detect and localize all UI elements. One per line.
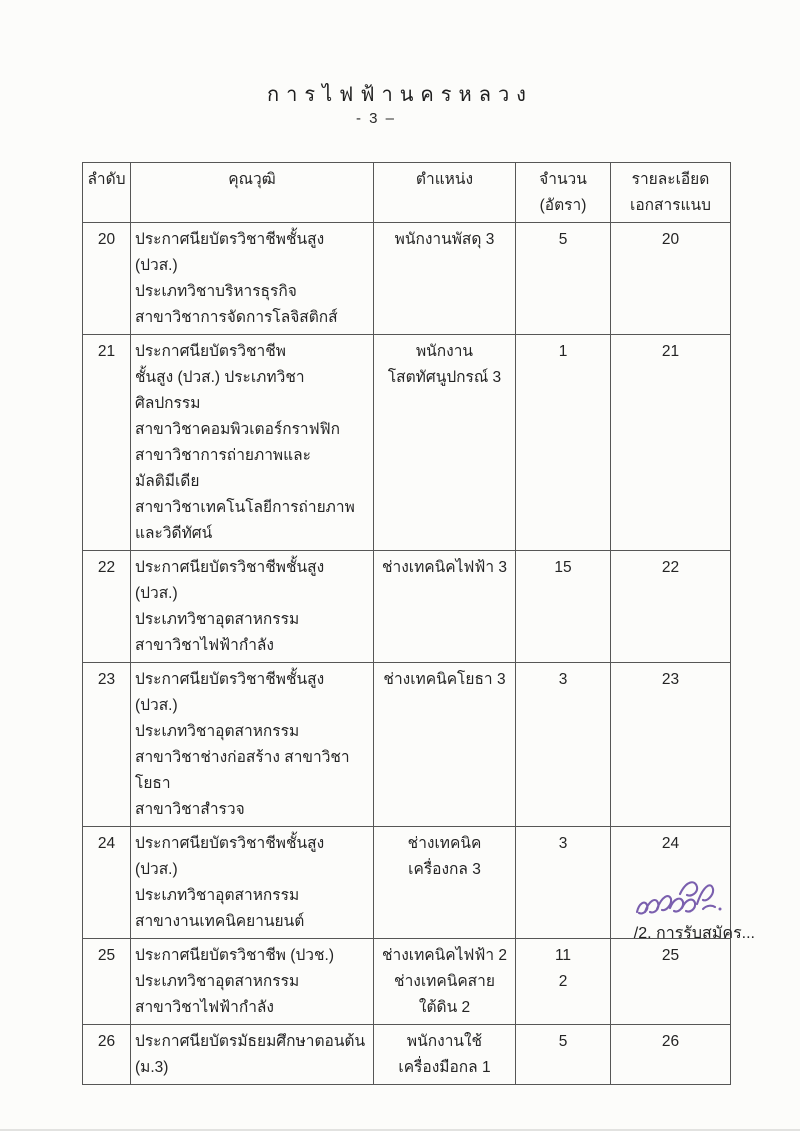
attachment-cell	[611, 551, 731, 663]
positions-table	[82, 162, 731, 1085]
header-no: ลำดับ	[83, 163, 131, 223]
cell-line: สาขาวิชาการถ่ายภาพและมัลติมีเดีย	[135, 447, 311, 490]
no-cell	[83, 551, 131, 663]
qualification-cell	[131, 827, 374, 939]
qualification-cell	[131, 551, 374, 663]
cell-line: ประกาศนียบัตรวิชาชีพชั้นสูง (ปวส.)	[135, 231, 325, 274]
cell-line: สาขาวิชาเทคโนโลยีการถ่ายภาพ	[135, 499, 355, 516]
position-cell	[374, 939, 516, 1025]
cell-line: 11	[554, 947, 572, 964]
cell-line: ช่างเทคนิค	[407, 835, 482, 852]
table-row	[83, 663, 731, 827]
cell-line: ประเภทวิชาบริหารธุรกิจ	[135, 283, 297, 300]
cell-line: 24	[661, 835, 680, 852]
cell-line: ช่างเทคนิคโยธา 3	[383, 671, 506, 688]
cell-line: ประเภทวิชาอุตสาหกรรม	[135, 973, 300, 990]
signature	[633, 876, 725, 924]
header-attachment	[611, 163, 731, 223]
quantity-cell	[516, 335, 611, 551]
cell-line: ประกาศนียบัตรวิชาชีพ (ปวช.)	[135, 947, 334, 964]
cell-line: 26	[661, 1033, 680, 1050]
cell-line: 20	[661, 231, 680, 248]
cell-line: ประเภทวิชาอุตสาหกรรม	[135, 723, 300, 740]
qualification-cell	[131, 1025, 374, 1085]
cell-line: ช่างเทคนิคไฟฟ้า 3	[381, 559, 507, 576]
quantity-cell	[516, 1025, 611, 1085]
page-number: - 3 –	[355, 110, 396, 127]
cell-line: สาขาวิชาช่างก่อสร้าง สาขาวิชาโยธา	[135, 749, 350, 792]
cell-line: สาขาวิชาไฟฟ้ากำลัง	[135, 637, 274, 654]
no-cell	[83, 223, 131, 335]
header-quantity-line2: (อัตรา)	[539, 197, 587, 214]
header-position: ตำแหน่ง	[374, 163, 516, 223]
cell-line: สาขาวิชาไฟฟ้ากำลัง	[135, 999, 274, 1016]
cell-line: ประกาศนียบัตรวิชาชีพชั้นสูง (ปวส.)	[135, 559, 325, 602]
cell-line: 3	[558, 835, 568, 852]
cell-line: 5	[558, 1033, 568, 1050]
qualification-cell	[131, 335, 374, 551]
header-qualification: คุณวุฒิ	[131, 163, 374, 223]
cell-line: 5	[558, 231, 568, 248]
quantity-cell	[516, 551, 611, 663]
cell-line: 26	[97, 1033, 116, 1050]
position-cell	[374, 663, 516, 827]
quantity-cell	[516, 223, 611, 335]
table-row	[83, 939, 731, 1025]
table-body	[83, 223, 731, 1085]
table-row	[83, 551, 731, 663]
cell-line: และวิดีทัศน์	[135, 525, 213, 542]
cell-line: ช่างเทคนิคสายใต้ดิน 2	[394, 973, 495, 1016]
signature-scribble-icon	[633, 876, 725, 924]
quantity-cell	[516, 939, 611, 1025]
header-attachment-line2: เอกสารแนบ	[630, 197, 711, 214]
qualification-cell	[131, 939, 374, 1025]
cell-line: 25	[97, 947, 116, 964]
cell-line: 2	[558, 973, 568, 990]
attachment-cell	[611, 663, 731, 827]
cell-line: พนักงานพัสดุ 3	[394, 231, 495, 248]
cell-line: พนักงานใช้	[406, 1033, 483, 1050]
cell-line: 1	[558, 343, 568, 360]
cell-line: ประเภทวิชาอุตสาหกรรม	[135, 887, 300, 904]
attachment-cell	[611, 1025, 731, 1085]
cell-line: 21	[661, 343, 680, 360]
cell-line: 20	[97, 231, 116, 248]
cell-line: 23	[97, 671, 116, 688]
no-cell	[83, 335, 131, 551]
cell-line: พนักงาน	[415, 343, 474, 360]
quantity-cell	[516, 663, 611, 827]
position-cell	[374, 1025, 516, 1085]
cell-line: ชั้นสูง (ปวส.) ประเภทวิชาศิลปกรรม	[135, 369, 305, 412]
cell-line: 25	[661, 947, 680, 964]
qualification-cell	[131, 663, 374, 827]
cell-line: สาขาวิชาคอมพิวเตอร์กราฟฟิก	[135, 421, 340, 438]
no-cell	[83, 1025, 131, 1085]
document-title: การไฟฟ้านครหลวง	[267, 84, 533, 106]
qualification-cell	[131, 223, 374, 335]
position-cell	[374, 223, 516, 335]
table-row	[83, 335, 731, 551]
position-cell	[374, 551, 516, 663]
table-header	[83, 163, 731, 223]
attachment-cell	[611, 335, 731, 551]
cell-line: 24	[97, 835, 116, 852]
no-cell	[83, 663, 131, 827]
cell-line: ประกาศนียบัตรวิชาชีพชั้นสูง (ปวส.)	[135, 671, 325, 714]
attachment-cell	[611, 223, 731, 335]
cell-line: 21	[97, 343, 116, 360]
cell-line: ประเภทวิชาอุตสาหกรรม	[135, 611, 300, 628]
cell-line: ประกาศนียบัตรมัธยมศึกษาตอนต้น	[135, 1033, 366, 1050]
cell-line: 15	[554, 559, 572, 576]
cell-line: ประกาศนียบัตรวิชาชีพชั้นสูง (ปวส.)	[135, 835, 325, 878]
cell-line: เครื่องมือกล 1	[398, 1059, 491, 1076]
cell-line: เครื่องกล 3	[408, 861, 481, 878]
cell-line: สาขาวิชาสำรวจ	[135, 801, 245, 818]
position-cell	[374, 335, 516, 551]
table-header-row	[83, 163, 731, 223]
cell-line: 23	[661, 671, 680, 688]
attachment-cell	[611, 939, 731, 1025]
no-cell	[83, 827, 131, 939]
cell-line: สาขาวิชาการจัดการโลจิสติกส์	[135, 309, 338, 326]
header-quantity	[516, 163, 611, 223]
no-cell	[83, 939, 131, 1025]
cell-line: (ม.3)	[135, 1059, 169, 1076]
cell-line: 3	[558, 671, 568, 688]
position-cell	[374, 827, 516, 939]
table-row	[83, 1025, 731, 1085]
header-quantity-line1: จำนวน	[539, 171, 587, 188]
cell-line: ช่างเทคนิคไฟฟ้า 2	[381, 947, 507, 964]
cell-line: ประกาศนียบัตรวิชาชีพ	[135, 343, 286, 360]
cell-line: 22	[661, 559, 680, 576]
cell-line: 22	[97, 559, 116, 576]
header-attachment-line1: รายละเอียด	[631, 171, 710, 188]
cell-line: สาขางานเทคนิคยานยนต์	[135, 913, 305, 930]
continuation-note: /2. การรับสมัคร...	[633, 925, 755, 942]
table-row	[83, 223, 731, 335]
cell-line: โสตทัศนูปกรณ์ 3	[387, 369, 502, 386]
